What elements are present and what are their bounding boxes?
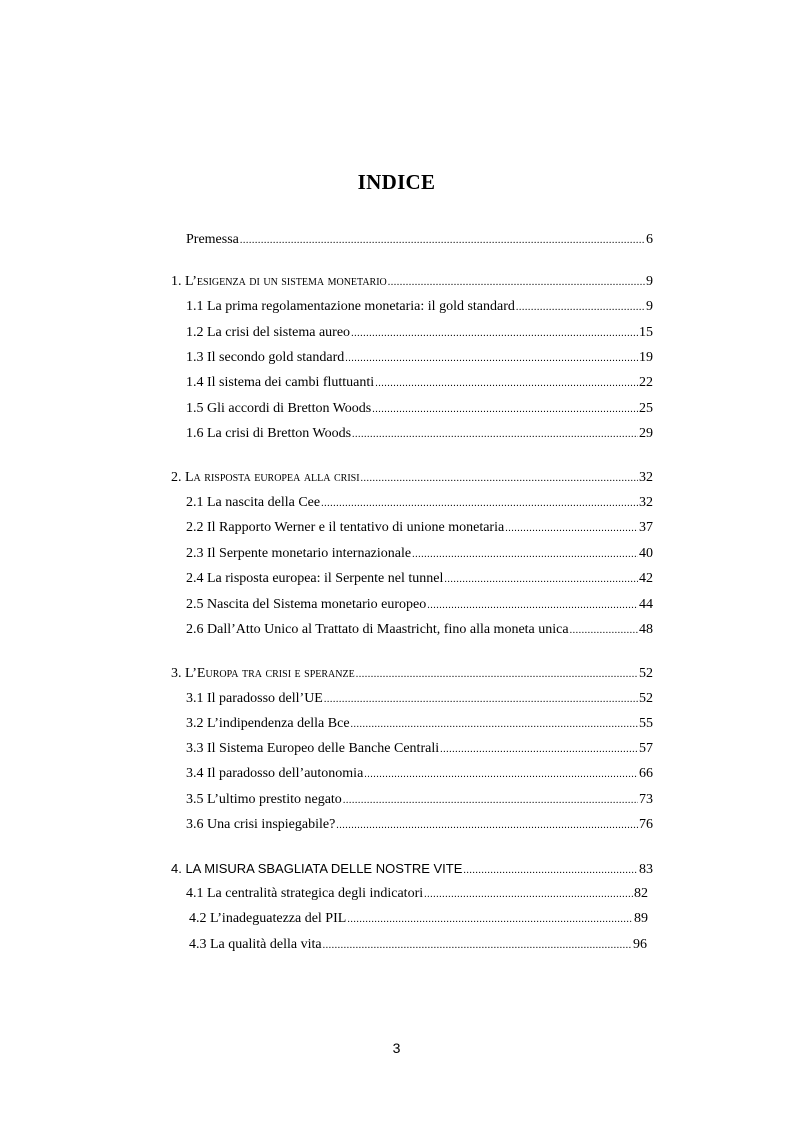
toc-entry-page: 32	[639, 495, 653, 510]
toc-entry-label: 2.1 La nascita della Cee	[186, 495, 321, 510]
toc-entry-page: 73	[639, 792, 653, 807]
leader-dots	[336, 817, 638, 835]
leader-dots	[323, 937, 632, 955]
toc-entry-label: 1.2 La crisi del sistema aureo	[186, 325, 351, 340]
toc-entry-label: 3.4 Il paradosso dell’autonomia	[186, 766, 364, 781]
leader-dots	[372, 401, 638, 419]
toc-chapter-4[interactable]	[171, 860, 653, 878]
toc-entry-page: 44	[639, 597, 653, 612]
toc-entry-label: 2.4 La risposta europea: il Serpente nel tunnel	[186, 571, 444, 586]
toc-entry-label: 3.1 Il paradosso dell’UE	[186, 691, 323, 706]
leader-dots	[516, 299, 645, 317]
leader-dots	[424, 886, 633, 904]
toc-entry-label: 1.3 Il secondo gold standard	[186, 350, 345, 365]
leader-dots	[351, 716, 638, 734]
toc-entry-label: 2.6 Dall’Atto Unico al Trattato di Maastricht, fino alla moneta unica	[186, 622, 569, 637]
leader-dots	[505, 520, 638, 538]
leader-dots	[343, 792, 638, 810]
toc-entry-label: 3.6 Una crisi inspiegabile?	[186, 817, 336, 832]
toc-entry-page: 55	[639, 716, 653, 731]
toc-entry-label: 4.3 La qualità della vita	[189, 937, 322, 952]
toc-entry-page: 52	[639, 666, 653, 681]
leader-dots	[345, 350, 638, 368]
leader-dots	[356, 666, 638, 684]
toc-section-3-6[interactable]	[186, 816, 653, 834]
leader-dots	[321, 495, 638, 513]
toc-section-3-3[interactable]	[186, 740, 653, 758]
toc-entry-label: 2.2 Il Rapporto Werner e il tentativo di unione monetaria	[186, 520, 505, 535]
toc-chapter-3[interactable]	[171, 665, 653, 683]
toc-entry-page: 96	[633, 937, 647, 952]
leader-dots	[352, 426, 638, 444]
toc-section-1-3[interactable]	[186, 349, 653, 367]
toc-section-1-4[interactable]	[186, 374, 653, 392]
page-number: 3	[392, 1040, 401, 1056]
toc-section-2-3[interactable]	[186, 545, 653, 563]
toc-entry-page: 37	[639, 520, 653, 535]
toc-entry-label: 3.2 L’indipendenza della Bce	[186, 716, 350, 731]
toc-entry-page: 9	[646, 274, 653, 289]
leader-dots	[364, 766, 638, 784]
toc-entry-label: Premessa	[186, 232, 239, 247]
toc-entry-page: 9	[646, 299, 653, 314]
leader-dots	[240, 232, 645, 250]
toc-section-4-3[interactable]	[189, 936, 647, 954]
leader-dots	[375, 375, 638, 393]
toc-entry-page: 48	[639, 622, 653, 637]
toc-chapter-label: 3. L’Europa tra crisi e speranze	[171, 666, 355, 681]
toc-entry-page: 15	[639, 325, 653, 340]
leader-dots	[347, 911, 633, 929]
leader-dots	[388, 274, 645, 292]
toc-entry-premessa[interactable]	[186, 231, 653, 249]
toc-entry-page: 29	[639, 426, 653, 441]
toc-section-2-2[interactable]	[186, 519, 653, 537]
leader-dots	[440, 741, 638, 759]
leader-dots	[444, 571, 638, 589]
toc-entry-label: 1.1 La prima regolamentazione monetaria: il gold standard	[186, 299, 515, 314]
toc-entry-page: 25	[639, 401, 653, 416]
toc-entry-page: 32	[639, 470, 653, 485]
toc-chapter-label: 1. L’esigenza di un sistema monetario	[171, 274, 387, 289]
toc-entry-label: 2.5 Nascita del Sistema monetario europeo	[186, 597, 427, 612]
toc-entry-page: 42	[639, 571, 653, 586]
toc-section-4-2[interactable]	[189, 910, 648, 928]
toc-entry-label: 3.5 L’ultimo prestito negato	[186, 792, 342, 807]
page-title: INDICE	[357, 170, 436, 194]
toc-section-1-1[interactable]	[186, 298, 653, 316]
toc-section-1-6[interactable]	[186, 425, 653, 443]
leader-dots	[570, 622, 638, 640]
toc-entry-page: 40	[639, 546, 653, 561]
toc-entry-label: 4.1 La centralità strategica degli indicatori	[186, 886, 424, 901]
toc-entry-label: 3.3 Il Sistema Europeo delle Banche Centrali	[186, 741, 440, 756]
toc-entry-page: 66	[639, 766, 653, 781]
toc-section-1-2[interactable]	[186, 324, 653, 342]
toc-section-2-1[interactable]	[186, 494, 653, 512]
toc-section-4-1[interactable]	[186, 885, 648, 903]
toc-entry-label: 4.2 L’inadeguatezza del PIL	[189, 911, 347, 926]
toc-entry-page: 57	[639, 741, 653, 756]
toc-section-2-5[interactable]	[186, 596, 653, 614]
toc-entry-page: 22	[639, 375, 653, 390]
leader-dots	[427, 597, 638, 615]
toc-chapter-2[interactable]	[171, 469, 653, 487]
toc-section-1-5[interactable]	[186, 400, 653, 418]
toc-entry-label: 1.4 Il sistema dei cambi fluttuanti	[186, 375, 375, 390]
leader-dots	[463, 862, 638, 880]
leader-dots	[361, 470, 638, 488]
toc-entry-page: 19	[639, 350, 653, 365]
toc-entry-label: 1.5 Gli accordi di Bretton Woods	[186, 401, 372, 416]
leader-dots	[324, 691, 638, 709]
toc-section-3-2[interactable]	[186, 715, 653, 733]
toc-entry-label: 2.3 Il Serpente monetario internazionale	[186, 546, 412, 561]
toc-section-3-1[interactable]	[186, 690, 653, 708]
toc-section-3-4[interactable]	[186, 765, 653, 783]
toc-section-2-6[interactable]	[186, 621, 653, 639]
toc-entry-page: 52	[639, 691, 653, 706]
leader-dots	[412, 546, 638, 564]
toc-entry-page: 76	[639, 817, 653, 832]
toc-section-2-4[interactable]	[186, 570, 653, 588]
toc-chapter-1[interactable]	[171, 273, 653, 291]
toc-entry-page: 82	[634, 886, 648, 901]
toc-entry-page: 6	[646, 232, 653, 247]
toc-chapter-label: 4. LA MISURA SBAGLIATA DELLE NOSTRE VITE	[171, 861, 463, 876]
toc-entry-page: 89	[634, 911, 648, 926]
toc-entry-page: 83	[639, 862, 653, 877]
toc-section-3-5[interactable]	[186, 791, 653, 809]
toc-entry-label: 1.6 La crisi di Bretton Woods	[186, 426, 352, 441]
leader-dots	[351, 325, 638, 343]
toc-chapter-label: 2. La risposta europea alla crisi	[171, 470, 360, 485]
